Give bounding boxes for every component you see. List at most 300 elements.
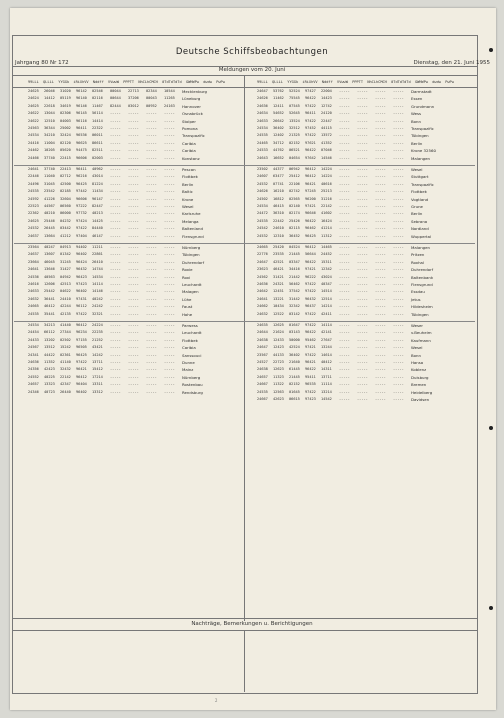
ship-name: Rostenbau — [182, 382, 203, 388]
observation-value: ----- — [393, 289, 404, 294]
observation-value: ----- — [110, 352, 121, 357]
column-divider — [244, 75, 245, 621]
observation-value: ----- — [393, 352, 404, 357]
observation-value: 24533 — [257, 148, 268, 153]
observation-value: 12742 — [321, 103, 332, 108]
observation-value: ----- — [164, 337, 175, 342]
observation-value: 04913 — [60, 245, 71, 249]
observation-value: ----- — [375, 374, 386, 379]
observation-value: 95462 — [305, 337, 316, 342]
observation-value: ----- — [164, 259, 175, 264]
observation-value: ----- — [375, 382, 386, 387]
observation-value: 12623 — [273, 367, 284, 372]
observation-value: ----- — [339, 252, 350, 257]
observation-value: 13572 — [321, 133, 332, 138]
observation-value: 11323 — [273, 374, 284, 379]
observation-value: 43024 — [321, 274, 332, 279]
observation-value: ----- — [128, 133, 139, 138]
ship-name: Dunne — [182, 360, 195, 365]
observation-value: 41602 — [321, 211, 332, 216]
observation-value: ----- — [110, 155, 121, 160]
observation-value: ----- — [128, 304, 139, 309]
observation-value: 23567 — [257, 352, 268, 357]
observation-value: ----- — [357, 367, 368, 372]
observation-value: ----- — [357, 174, 368, 179]
observation-value: 96200 — [305, 196, 316, 201]
observation-value: 12606 — [44, 282, 55, 286]
observation-value: ----- — [339, 189, 350, 194]
observation-value: ----- — [393, 374, 404, 379]
observation-value: 56462 — [289, 282, 300, 286]
observation-value: 42423 — [44, 367, 55, 372]
observation-value: ----- — [393, 360, 404, 364]
observation-value: 34210 — [44, 133, 55, 138]
observation-value: 34712 — [273, 140, 284, 145]
observation-value: 11265 — [164, 96, 175, 101]
observation-value: 97732 — [76, 211, 87, 216]
observation-value: ----- — [357, 337, 368, 342]
observation-value: 24552 — [28, 374, 39, 379]
observation-value: 56114 — [92, 111, 103, 116]
observation-value: ----- — [375, 345, 386, 350]
observation-value: 96462 — [305, 226, 316, 231]
ship-name: Malangen — [411, 245, 431, 250]
observation-value: ----- — [393, 118, 404, 123]
observation-value: 24532 — [28, 226, 39, 231]
observation-value: 22618 — [44, 103, 55, 108]
observation-value: 42524 — [289, 345, 300, 350]
observation-value: 26046 — [44, 89, 55, 93]
observation-value: 96505 — [76, 345, 87, 350]
observation-value: 10205 — [44, 148, 55, 153]
observation-value: 44115 — [321, 126, 332, 130]
observation-value: 24622 — [28, 118, 39, 123]
observation-value: 96142 — [76, 89, 87, 93]
observation-value: ----- — [357, 267, 368, 272]
observation-value: ----- — [339, 226, 350, 231]
observation-value: ----- — [375, 96, 386, 101]
observation-value: 04622 — [60, 289, 71, 294]
observation-value: ----- — [146, 382, 157, 387]
observation-value: ----- — [393, 304, 404, 309]
observation-value: ----- — [146, 252, 157, 257]
observation-value: 22861 — [92, 252, 103, 257]
observation-value: 53762 — [273, 89, 284, 93]
page-title: Deutsche Schiffsbeobachtungen — [175, 47, 329, 57]
observation-value: 32424 — [60, 133, 71, 138]
observation-value: 24643 — [257, 155, 268, 160]
observation-value: 42513 — [60, 282, 71, 286]
ship-name: Berlin — [411, 140, 423, 146]
observation-value: 96402 — [76, 389, 87, 394]
observation-value: ----- — [339, 389, 350, 394]
observation-value: 24637 — [28, 252, 39, 257]
observation-value: 96432 — [76, 267, 87, 272]
observation-value: 00044 — [110, 89, 121, 93]
observation-value: 32342 — [289, 304, 300, 309]
observation-value: ----- — [357, 196, 368, 201]
observation-value: 96412 — [305, 174, 316, 179]
observation-value: 40962 — [92, 167, 103, 171]
observation-value: 24636 — [257, 103, 268, 108]
observation-value: ----- — [357, 189, 368, 194]
observation-value: ----- — [375, 204, 386, 208]
observation-value: ----- — [357, 233, 368, 238]
observation-value: 23664 — [28, 259, 39, 264]
observation-value: ----- — [357, 204, 368, 208]
observation-value: ----- — [375, 245, 386, 249]
ship-name: Hansa — [411, 360, 424, 365]
observation-value: 00952 — [146, 103, 157, 108]
observation-value: 24667 — [257, 382, 268, 387]
observation-value: 03442 — [60, 226, 71, 231]
observation-value: ----- — [164, 296, 175, 301]
observation-value: ----- — [164, 267, 175, 272]
observation-value: 31442 — [289, 296, 300, 301]
observation-value: 24341 — [28, 352, 39, 357]
observation-value: 24657 — [28, 382, 39, 387]
ship-name: Pomona — [182, 126, 198, 131]
observation-value: ----- — [375, 323, 386, 327]
ship-name: Koblenz — [411, 367, 427, 373]
observation-value: ----- — [128, 111, 139, 116]
observation-value: ----- — [110, 218, 121, 223]
observation-value: 96625 — [76, 140, 87, 145]
observation-value: 97452 — [305, 126, 316, 130]
observation-value: 24634 — [257, 111, 268, 116]
observation-value: 97155 — [76, 337, 87, 342]
divider — [12, 618, 478, 619]
observation-value: 42521 — [273, 259, 284, 264]
observation-value: 24321 — [273, 282, 284, 286]
observation-value: ----- — [110, 296, 121, 301]
observation-value: ----- — [110, 174, 121, 179]
ship-name: Hannover — [182, 103, 201, 109]
observation-value: 24532 — [257, 233, 268, 238]
observation-value: 34416 — [289, 267, 300, 272]
observation-value: 43014 — [92, 174, 103, 179]
ship-name: Wesel — [411, 345, 423, 351]
ship-name: Darmstadt — [411, 89, 432, 94]
observation-value: ----- — [164, 211, 175, 216]
observation-value: 07545 — [289, 103, 300, 108]
issue-number: Jahrgang 80 Nr 172 — [15, 60, 69, 66]
observation-value: ----- — [146, 167, 157, 171]
observation-value: 24527 — [257, 360, 268, 364]
observation-value: ----- — [375, 389, 386, 394]
observation-value: 14414 — [92, 118, 103, 123]
observation-value: 22446 — [28, 174, 39, 179]
observation-value: 40225 — [44, 374, 55, 379]
observation-value: 97422 — [305, 289, 316, 294]
ship-name: Stolper — [182, 118, 196, 124]
ship-name: Melanga — [182, 218, 199, 224]
observation-value: ----- — [393, 323, 404, 327]
observation-value: 13202 — [44, 337, 55, 342]
observation-value: ----- — [128, 245, 139, 249]
observation-value: ----- — [128, 196, 139, 201]
observation-value: 24534 — [28, 323, 39, 327]
observation-value: 94402 — [76, 245, 87, 249]
observation-value: 97621 — [305, 140, 316, 145]
observation-value: 63477 — [273, 174, 284, 179]
observation-value: ----- — [339, 274, 350, 279]
observation-value: 96425 — [305, 233, 316, 238]
observation-value: 97421 — [305, 345, 316, 350]
observation-value: 96606 — [76, 196, 87, 201]
observation-value: 24626 — [257, 189, 268, 194]
observation-value: 24647 — [257, 345, 268, 350]
observation-value: ----- — [164, 111, 175, 116]
ship-name: v.Beuheim — [411, 330, 432, 336]
punch-hole — [489, 426, 493, 430]
ship-name: Leuchardt — [182, 330, 202, 336]
observation-value: 97424 — [76, 218, 87, 223]
observation-value: ----- — [375, 218, 386, 223]
observation-value: ----- — [357, 245, 368, 249]
observation-value: ----- — [128, 118, 139, 123]
ship-name: Caribia — [182, 148, 196, 154]
observation-value: ----- — [128, 267, 139, 272]
observation-value: 14614 — [321, 352, 332, 357]
observation-value: ----- — [393, 311, 404, 316]
observation-value: 97422 — [76, 360, 87, 364]
observation-value: 82511 — [92, 148, 103, 153]
ship-name: Hildesheim — [411, 304, 433, 310]
observation-value: 02502 — [60, 337, 71, 342]
observation-value: ----- — [164, 167, 175, 171]
observation-value: ----- — [164, 245, 175, 249]
observation-value: 01342 — [60, 252, 71, 257]
observation-value: ----- — [375, 174, 386, 179]
observation-value: 24662 — [257, 304, 268, 309]
observation-value: 24472 — [257, 211, 268, 216]
observation-value: 24641 — [28, 167, 39, 171]
reports-heading: Meldungen vom 20. Juni — [218, 67, 286, 73]
observation-value: ----- — [128, 330, 139, 335]
observation-value: 96536 — [76, 133, 87, 138]
observation-value: ----- — [164, 140, 175, 145]
observation-value: 96412 — [305, 167, 316, 171]
observation-value: 25213 — [321, 189, 332, 194]
observation-value: ----- — [375, 397, 386, 401]
observation-value: 02565 — [289, 196, 300, 201]
observation-value: ----- — [393, 267, 404, 272]
observation-value: ----- — [110, 367, 121, 372]
observation-value: ----- — [339, 245, 350, 249]
observation-value: ----- — [128, 352, 139, 357]
observation-value: ----- — [110, 140, 121, 145]
observation-value: 16424 — [321, 218, 332, 223]
observation-value: 24563 — [28, 126, 39, 130]
observation-value: ----- — [146, 133, 157, 138]
observation-value: ----- — [357, 111, 368, 116]
observation-value: 14534 — [92, 274, 103, 279]
observation-value: 96425 — [76, 181, 87, 186]
observation-value: 44762 — [273, 148, 284, 153]
observation-value: ----- — [375, 133, 386, 138]
observation-value: 96112 — [76, 304, 87, 309]
observation-value: 06615 — [289, 397, 300, 401]
observation-value: ----- — [357, 259, 368, 264]
observation-value: ----- — [128, 274, 139, 279]
observation-value: ----- — [164, 311, 175, 316]
observation-value: ----- — [375, 304, 386, 309]
observation-value: 05620 — [60, 148, 71, 153]
observation-value: ----- — [110, 282, 121, 286]
observation-value: ----- — [393, 345, 404, 350]
observation-value: ----- — [393, 133, 404, 138]
observation-value: ----- — [393, 96, 404, 101]
observation-value: 96411 — [76, 126, 87, 130]
observation-value: 96422 — [305, 330, 316, 335]
observation-value: 46147 — [92, 233, 103, 238]
observation-value: 36441 — [44, 296, 55, 301]
observation-value: 96535 — [305, 382, 316, 387]
observation-value: 96234 — [76, 330, 87, 335]
observation-value: ----- — [393, 274, 404, 279]
observation-value: ----- — [393, 382, 404, 387]
observation-value: 96424 — [76, 259, 87, 264]
observation-value: 24633 — [257, 118, 268, 123]
ship-name: Duisburg — [411, 374, 429, 380]
observation-value: 25002 — [60, 126, 71, 130]
observation-value: 24535 — [257, 389, 268, 394]
observation-value: 12423 — [273, 345, 284, 350]
observation-value: ----- — [393, 204, 404, 208]
observation-value: 03347 — [289, 259, 300, 264]
observation-value: 37740 — [44, 167, 55, 171]
observation-value: 96147 — [92, 196, 103, 201]
observation-value: ----- — [128, 337, 139, 342]
ship-name: Duhrendorf — [411, 267, 434, 273]
ship-name: Bonn — [411, 118, 421, 124]
observation-value: 24120 — [321, 111, 332, 116]
observation-value: 16210 — [273, 189, 284, 194]
observation-value: 24410 — [60, 296, 71, 301]
ship-name: Stuttgart — [411, 174, 429, 180]
observation-value: ----- — [128, 189, 139, 194]
observation-value: 12402 — [273, 133, 284, 138]
observation-value: 06942 — [289, 167, 300, 171]
observation-value: 03012 — [128, 103, 139, 108]
observation-value: ----- — [128, 345, 139, 350]
observation-value: 04003 — [60, 118, 71, 123]
observation-value: 24632 — [257, 311, 268, 316]
observation-value: ----- — [357, 96, 368, 101]
observation-value: 40723 — [44, 389, 55, 394]
observation-value: ----- — [357, 181, 368, 186]
observation-value: 97423 — [76, 282, 87, 286]
observation-value: 10434 — [273, 304, 284, 309]
observation-value: 22142 — [321, 204, 332, 208]
ship-name: Caribia — [182, 345, 196, 351]
observation-value: ----- — [164, 189, 175, 194]
observation-value: 14146 — [92, 289, 103, 294]
observation-value: 14744 — [92, 267, 103, 272]
observation-value: ----- — [375, 367, 386, 372]
observation-value: ----- — [339, 296, 350, 301]
observation-value: 24647 — [257, 259, 268, 264]
observation-value: ----- — [110, 304, 121, 309]
observation-value: ----- — [164, 226, 175, 231]
observation-value: 22362 — [28, 211, 39, 216]
observation-value: ----- — [339, 96, 350, 101]
observation-value: 97422 — [305, 133, 316, 138]
observation-value: ----- — [164, 218, 175, 223]
observation-value: 14514 — [321, 289, 332, 294]
ship-name: Krone 32560 — [411, 148, 436, 154]
observation-value: 46412 — [44, 304, 55, 309]
observation-value: ----- — [357, 282, 368, 286]
observation-value: 97421 — [305, 267, 316, 272]
observation-value: 11352 — [44, 360, 55, 364]
observation-value: 22415 — [60, 155, 71, 160]
observation-value: ----- — [146, 282, 157, 286]
observation-value: ----- — [110, 360, 121, 364]
ship-name: Flottbek — [182, 174, 198, 180]
observation-value: ----- — [393, 155, 404, 160]
observation-value: 24562 — [257, 274, 268, 279]
observation-value: 24242 — [92, 304, 103, 309]
observation-value: 14423 — [321, 96, 332, 101]
observation-value: 40616 — [321, 181, 332, 186]
ship-name: Wesel — [411, 167, 423, 172]
observation-value: ----- — [164, 126, 175, 130]
observation-value: 02174 — [289, 211, 300, 216]
observation-value: 01645 — [289, 389, 300, 394]
observation-value: ----- — [375, 296, 386, 301]
observation-value: 36402 — [289, 352, 300, 357]
observation-value: ----- — [146, 289, 157, 294]
observation-value: 36344 — [44, 126, 55, 130]
observation-value: ----- — [128, 218, 139, 223]
observation-value: ----- — [357, 118, 368, 123]
observation-value: 96422 — [305, 259, 316, 264]
observation-value: ----- — [110, 118, 121, 123]
observation-value: ----- — [146, 111, 157, 116]
observation-value: 06521 — [289, 148, 300, 153]
observation-value: 96421 — [305, 181, 316, 186]
observation-value: ----- — [339, 140, 350, 145]
ship-name: Roxi — [182, 274, 191, 280]
divider — [12, 630, 478, 631]
observation-value: 41440 — [60, 323, 71, 327]
observation-value: 22713 — [128, 89, 139, 93]
observation-value: 21445 — [289, 374, 300, 379]
observation-value: 00644 — [110, 96, 121, 101]
ship-name: Nürnberg — [182, 245, 201, 250]
ship-name: Heidelberg — [411, 389, 433, 395]
observation-value: 21442 — [289, 274, 300, 279]
ship-name: Bonn — [411, 352, 421, 358]
observation-value: 96411 — [76, 167, 87, 171]
observation-value: 97404 — [76, 233, 87, 238]
observation-value: ----- — [110, 167, 121, 171]
ship-name: Lüneburg — [182, 96, 201, 102]
observation-value: 84440 — [92, 226, 103, 231]
observation-value: ----- — [164, 367, 175, 372]
observation-value: ----- — [164, 345, 175, 350]
observation-value: 22142 — [60, 374, 71, 379]
observation-value: 11467 — [92, 103, 103, 108]
observation-value: 26445 — [44, 226, 55, 231]
observation-value: 24536 — [28, 274, 39, 279]
observation-value: ----- — [146, 189, 157, 194]
observation-value: 96422 — [305, 96, 316, 101]
observation-value: ----- — [146, 304, 157, 309]
observation-value: ----- — [357, 140, 368, 145]
